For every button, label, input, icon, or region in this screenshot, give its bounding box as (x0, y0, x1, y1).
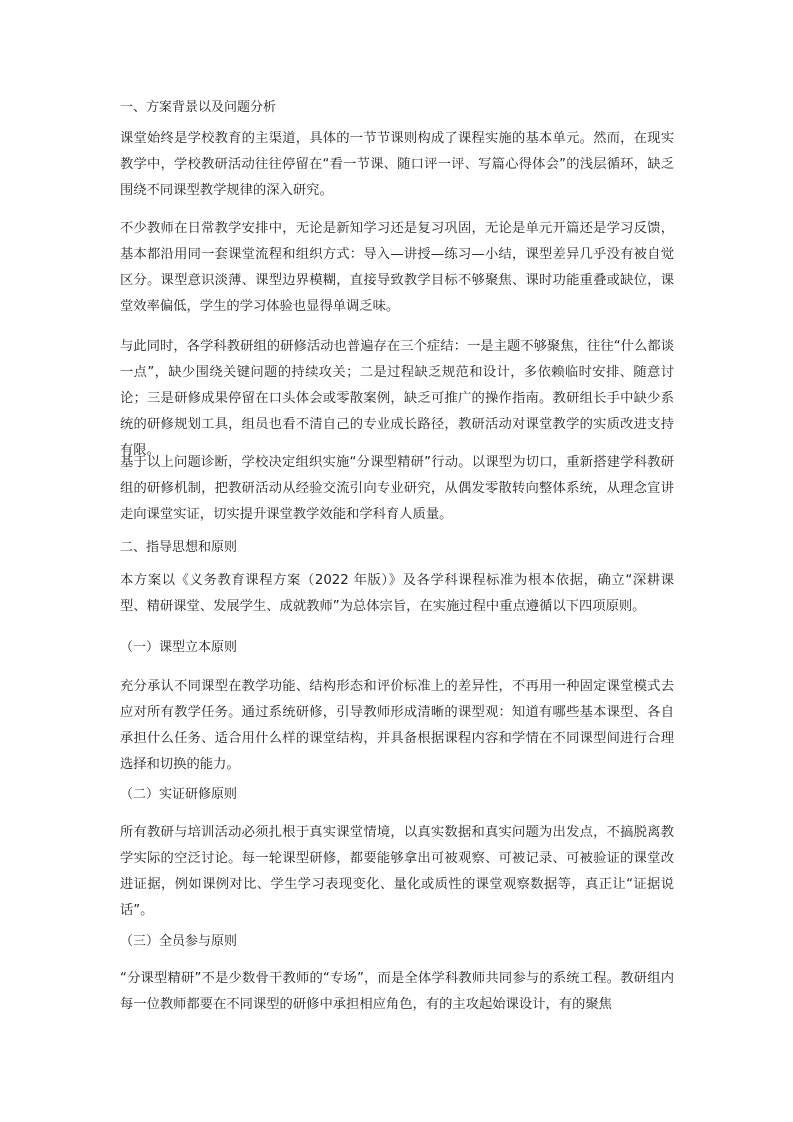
subheading-principle-1: （一）课型立本原则 (120, 640, 238, 655)
paragraph-guiding-basis: 本方案以《义务教育课程方案（2022 年版）》及各学科课程标准为根本依据，确立“深耕课型、精研课堂、发展学生、成就教师”为总体宗旨，在实施过程中重点遵循以下四项原则。 (120, 573, 674, 614)
subheading-principle-2: （二）实证研修原则 (120, 787, 238, 802)
paragraph-uniform-class-flow: 不少教师在日常教学安排中，无论是新知学习还是复习巩固，无论是单元开篇还是学习反馈，基本都沿用同一套课堂流程和组织方式：导入—讲授—练习—小结，课型差异几乎没有被自觉区分。课型意识淡薄、课型边界模糊，直接导致教学目标不够聚焦、课时功能重叠或缺位，课堂效率偏低，学生的学习体验也显得单调乏味。 (120, 221, 674, 314)
paragraph-principle-1: 充分承认不同课型在教学功能、结构形态和评价标准上的差异性，不再用一种固定课堂模式去应对所有教学任务。通过系统研修，引导教师形成清晰的课型观：知道有哪些基本课型、各自承担什么任务、适合用什么样的课堂结构，并具备根据课程内容和学情在不同课型间进行合理选择和切换的能力。 (120, 679, 674, 772)
paragraph-classroom-main-channel: 课堂始终是学校教育的主渠道，具体的一节节课则构成了课程实施的基本单元。然而，在现实教学中，学校教研活动往往停留在“看一节课、随口评一评、写篇心得体会”的浅层循环，缺乏围绕不同课型教学规律的深入研究。 (120, 131, 674, 198)
paragraph-principle-3: “分课型精研”不是少数骨干教师的“专场”，而是全体学科教师共同参与的系统工程。教研组内每一位教师都要在不同课型的研修中承担相应角色，有的主攻起始课设计，有的聚焦 (120, 971, 674, 1012)
subheading-principle-3: （三）全员参与原则 (120, 934, 238, 949)
paragraph-three-problems: 与此同时，各学科教研组的研修活动也普遍存在三个症结：一是主题不够聚焦，往往“什么都谈一点”，缺少围绕关键问题的持续攻关；二是过程缺乏规范和设计，多依赖临时安排、随意讨论；三是研修成果停留在口头体会或零散案例，缺乏可推广的操作指南。教研组长手中缺少系统的研修规划工具，组员也看不清自己的专业成长路径，教研活动对课堂教学的实质改进支持有限。 (120, 339, 674, 458)
section-heading-background: 一、方案背景以及问题分析 (120, 100, 277, 115)
paragraph-principle-2: 所有教研与培训活动必须扎根于真实课堂情境，以真实数据和真实问题为出发点，不搞脱离教学实际的空泛讨论。每一轮课型研修，都要能够拿出可被观察、可被记录、可被验证的课堂改进证据，例如课例对比、学生学习表现变化、量化或质性的课堂观察数据等，真正让“证据说话”。 (120, 825, 674, 918)
section-heading-guiding-principles: 二、指导思想和原则 (120, 540, 238, 555)
paragraph-action-decision: 基于以上问题诊断，学校决定组织实施“分课型精研”行动。以课型为切口，重新搭建学科教研组的研修机制，把教研活动从经验交流引向专业研究，从偶发零散转向整体系统，从理念宣讲走向课堂实证，切实提升课堂教学效能和学科育人质量。 (120, 455, 674, 522)
